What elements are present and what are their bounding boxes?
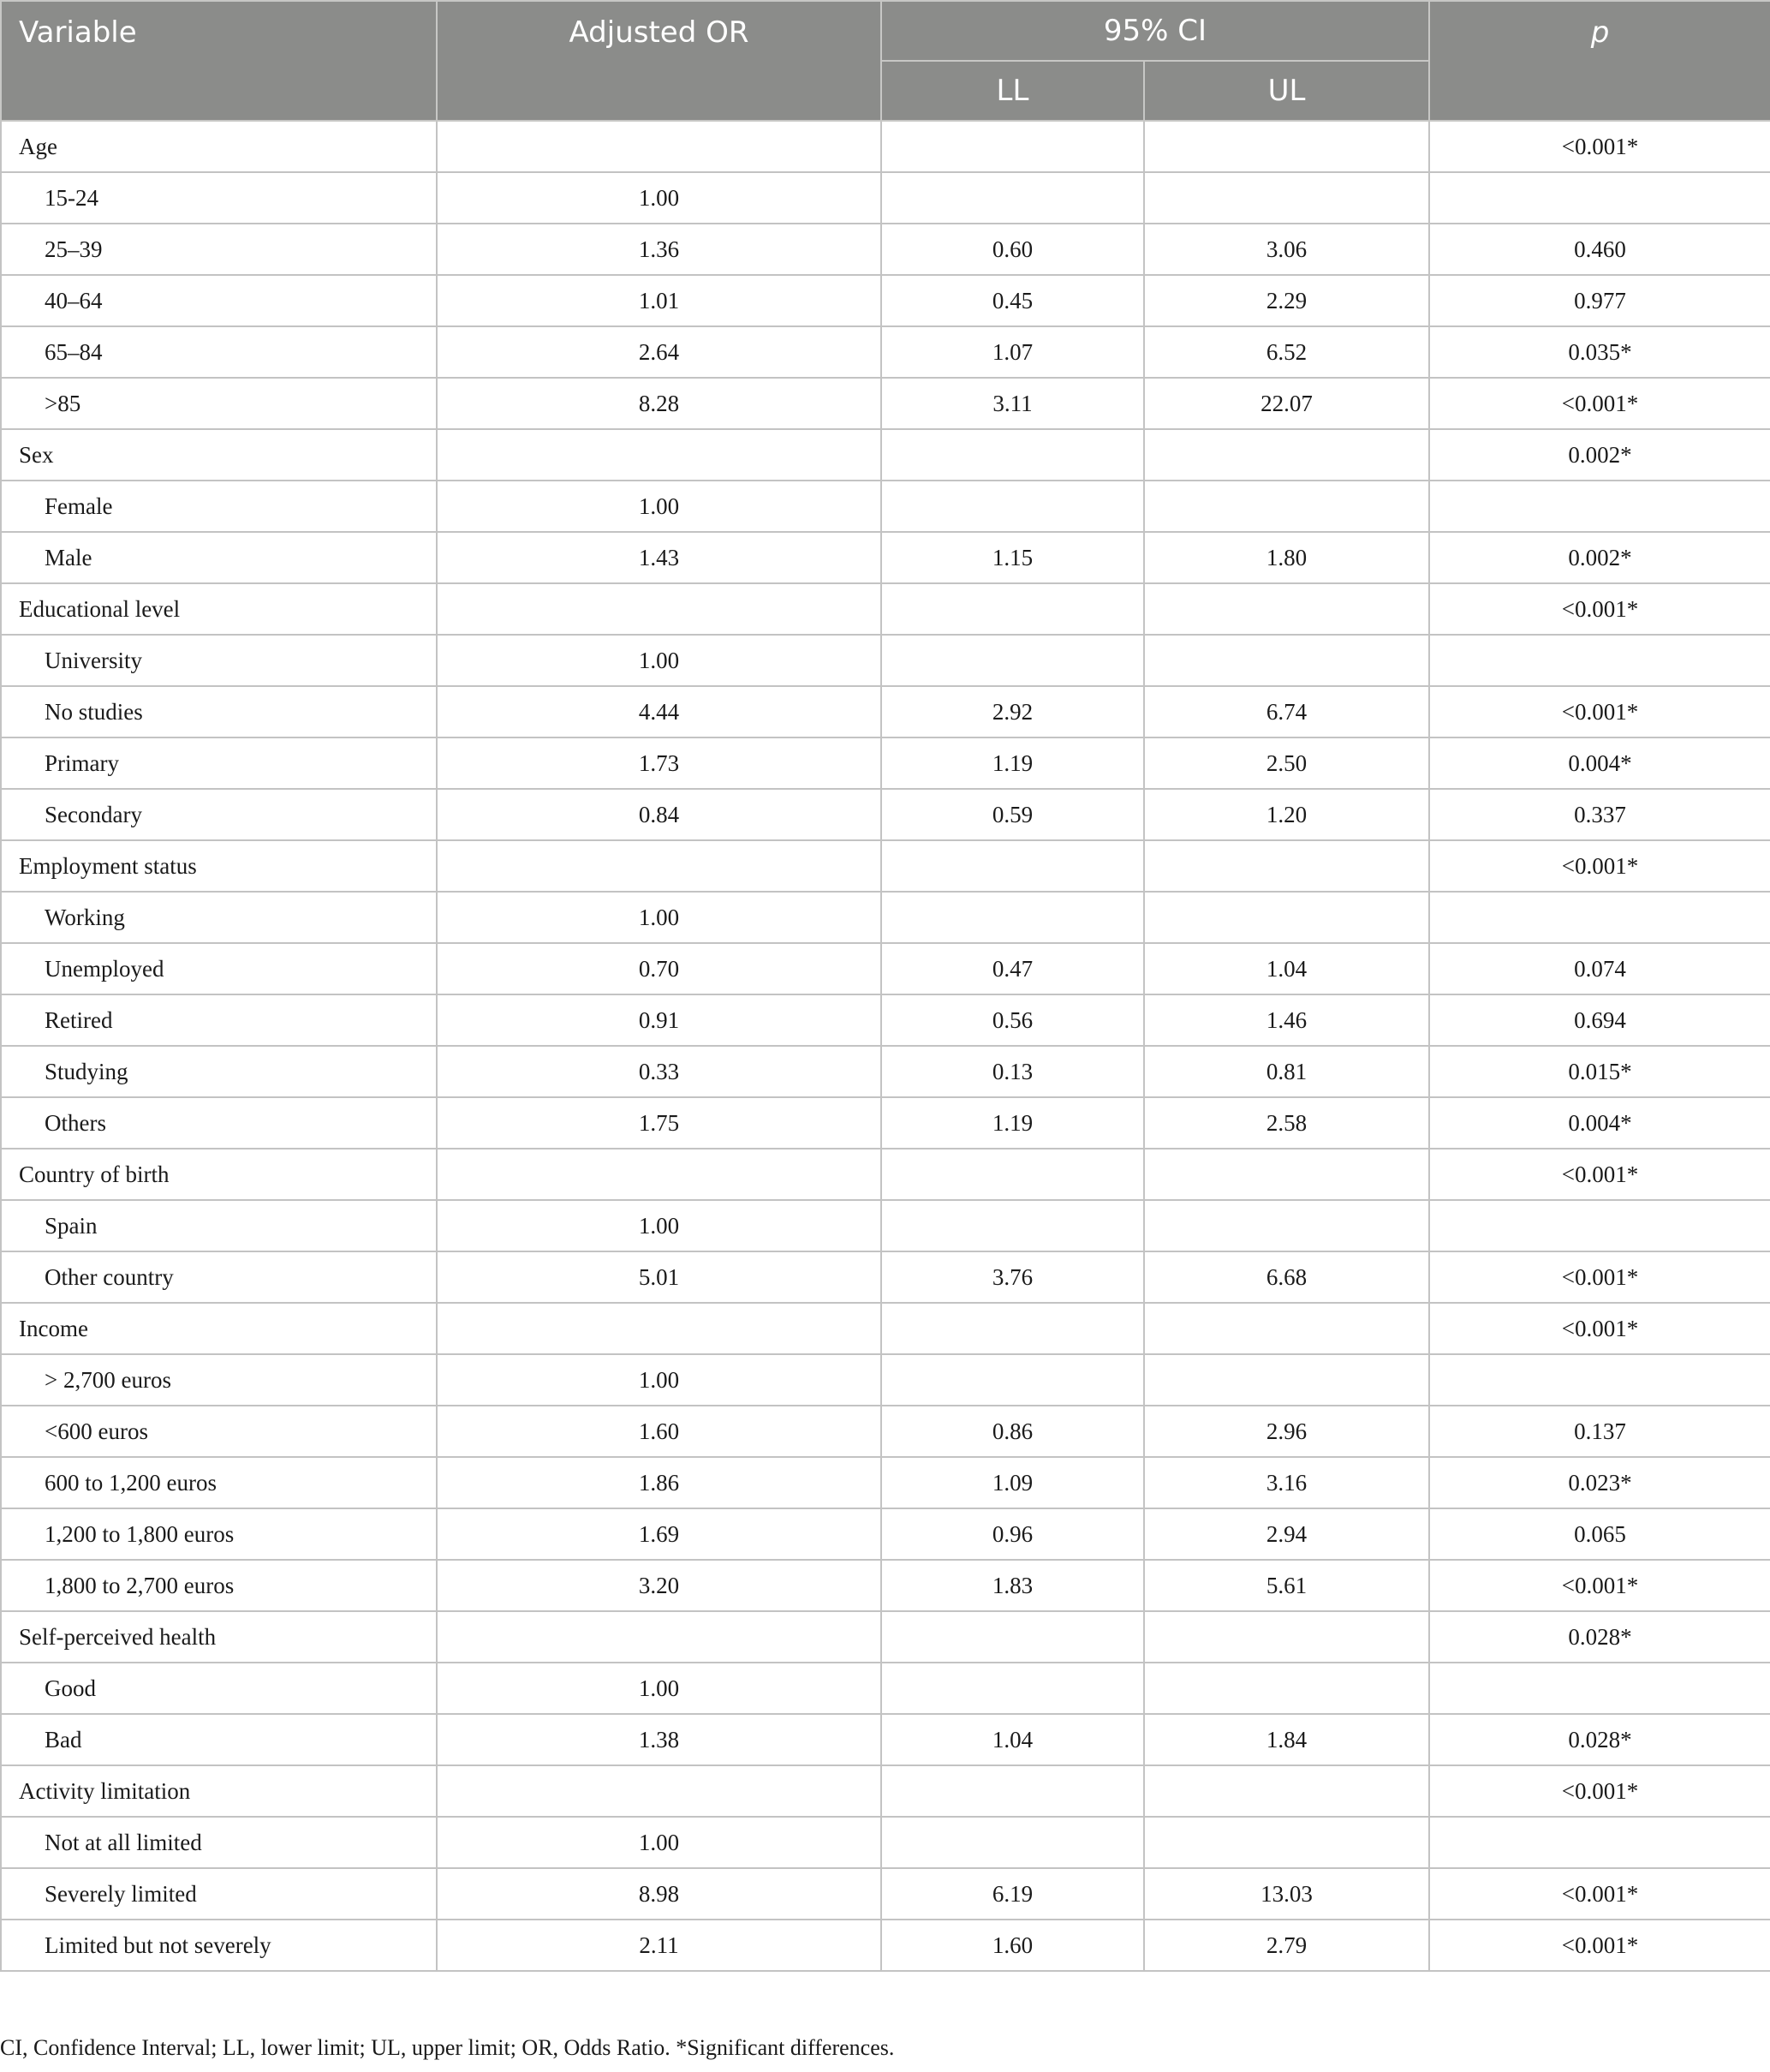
cell-ll	[881, 840, 1144, 892]
cell-ul: 2.94	[1144, 1508, 1429, 1560]
cell-adjusted-or: 1.60	[437, 1406, 881, 1457]
cell-variable: Sex	[1, 429, 437, 481]
cell-ll	[881, 635, 1144, 686]
cell-ll	[881, 121, 1144, 172]
table-row	[1, 275, 1770, 326]
cell-ul	[1144, 1817, 1429, 1868]
cell-ll: 0.45	[881, 275, 1144, 326]
cell-p: 0.065	[1429, 1508, 1770, 1560]
cell-ll: 1.15	[881, 532, 1144, 583]
cell-ll: 1.60	[881, 1920, 1144, 1971]
cell-adjusted-or	[437, 583, 881, 635]
cell-p: 0.977	[1429, 275, 1770, 326]
cell-ul	[1144, 1611, 1429, 1663]
cell-ll: 1.04	[881, 1714, 1144, 1765]
cell-ul: 6.74	[1144, 686, 1429, 737]
cell-adjusted-or	[437, 429, 881, 481]
cell-ul	[1144, 1354, 1429, 1406]
table-row	[1, 635, 1770, 686]
cell-p	[1429, 1817, 1770, 1868]
cell-variable: Employment status	[1, 840, 437, 892]
cell-ul: 1.46	[1144, 994, 1429, 1046]
cell-variable: Studying	[1, 1046, 437, 1097]
cell-adjusted-or	[437, 840, 881, 892]
cell-adjusted-or: 1.00	[437, 172, 881, 224]
cell-adjusted-or: 8.98	[437, 1868, 881, 1920]
header-p: p	[1429, 1, 1770, 121]
cell-ul: 2.50	[1144, 737, 1429, 789]
cell-ll: 0.56	[881, 994, 1144, 1046]
cell-p: 0.015*	[1429, 1046, 1770, 1097]
cell-adjusted-or: 1.00	[437, 1817, 881, 1868]
cell-ul	[1144, 429, 1429, 481]
cell-adjusted-or: 4.44	[437, 686, 881, 737]
cell-ul	[1144, 1303, 1429, 1354]
cell-variable: Bad	[1, 1714, 437, 1765]
cell-p: <0.001*	[1429, 1251, 1770, 1303]
cell-variable: Other country	[1, 1251, 437, 1303]
cell-variable: 1,800 to 2,700 euros	[1, 1560, 437, 1611]
cell-p: 0.004*	[1429, 737, 1770, 789]
cell-adjusted-or: 2.11	[437, 1920, 881, 1971]
table-group-row	[1, 429, 1770, 481]
cell-ul: 2.96	[1144, 1406, 1429, 1457]
cell-p: <0.001*	[1429, 686, 1770, 737]
table-row	[1, 378, 1770, 429]
cell-p	[1429, 1663, 1770, 1714]
cell-variable: 25–39	[1, 224, 437, 275]
cell-ul	[1144, 892, 1429, 943]
cell-ll	[881, 1765, 1144, 1817]
header-variable: Variable	[1, 1, 437, 121]
cell-adjusted-or: 0.70	[437, 943, 881, 994]
cell-ll: 1.83	[881, 1560, 1144, 1611]
cell-p: <0.001*	[1429, 1560, 1770, 1611]
table-group-row	[1, 1765, 1770, 1817]
cell-ul: 1.04	[1144, 943, 1429, 994]
cell-variable: Others	[1, 1097, 437, 1149]
cell-ll	[881, 172, 1144, 224]
cell-variable: Income	[1, 1303, 437, 1354]
table-row	[1, 1508, 1770, 1560]
table-group-row	[1, 583, 1770, 635]
cell-variable: Female	[1, 481, 437, 532]
header-adjusted-or: Adjusted OR	[437, 1, 881, 121]
cell-p: 0.035*	[1429, 326, 1770, 378]
table-footnote: CI, Confidence Interval; LL, lower limit; UL, upper limit; OR, Odds Ratio. *Significant differences.	[0, 2035, 895, 2060]
cell-ll	[881, 1611, 1144, 1663]
table-row	[1, 1097, 1770, 1149]
cell-adjusted-or: 1.00	[437, 1200, 881, 1251]
cell-ll	[881, 429, 1144, 481]
cell-variable: No studies	[1, 686, 437, 737]
cell-adjusted-or: 5.01	[437, 1251, 881, 1303]
cell-ll: 0.13	[881, 1046, 1144, 1097]
cell-variable: >85	[1, 378, 437, 429]
cell-variable: Limited but not severely	[1, 1920, 437, 1971]
cell-ll: 3.11	[881, 378, 1144, 429]
cell-ll: 0.59	[881, 789, 1144, 840]
table-row	[1, 1560, 1770, 1611]
cell-ll: 0.47	[881, 943, 1144, 994]
cell-ul: 3.06	[1144, 224, 1429, 275]
cell-p: <0.001*	[1429, 121, 1770, 172]
cell-variable: Spain	[1, 1200, 437, 1251]
cell-p	[1429, 892, 1770, 943]
cell-ul: 1.80	[1144, 532, 1429, 583]
cell-p: 0.460	[1429, 224, 1770, 275]
cell-ul	[1144, 481, 1429, 532]
table-row	[1, 1200, 1770, 1251]
cell-ll	[881, 892, 1144, 943]
cell-ul: 1.20	[1144, 789, 1429, 840]
table-header	[1, 1, 1770, 121]
cell-variable: Educational level	[1, 583, 437, 635]
cell-variable: Good	[1, 1663, 437, 1714]
table-row	[1, 789, 1770, 840]
cell-ll	[881, 1303, 1144, 1354]
cell-adjusted-or: 1.00	[437, 635, 881, 686]
cell-p	[1429, 635, 1770, 686]
cell-variable: <600 euros	[1, 1406, 437, 1457]
cell-ul: 2.79	[1144, 1920, 1429, 1971]
cell-ll	[881, 1817, 1144, 1868]
cell-p: <0.001*	[1429, 1920, 1770, 1971]
cell-p: 0.337	[1429, 789, 1770, 840]
cell-ul: 13.03	[1144, 1868, 1429, 1920]
cell-p: <0.001*	[1429, 583, 1770, 635]
cell-p: <0.001*	[1429, 840, 1770, 892]
cell-p: <0.001*	[1429, 378, 1770, 429]
cell-ul: 5.61	[1144, 1560, 1429, 1611]
cell-adjusted-or: 1.01	[437, 275, 881, 326]
table-row	[1, 686, 1770, 737]
cell-ll	[881, 583, 1144, 635]
cell-ul: 3.16	[1144, 1457, 1429, 1508]
table-row	[1, 1046, 1770, 1097]
cell-adjusted-or: 1.86	[437, 1457, 881, 1508]
header-ll: LL	[881, 61, 1144, 121]
cell-adjusted-or: 1.00	[437, 481, 881, 532]
table-group-row	[1, 1149, 1770, 1200]
cell-ul	[1144, 1149, 1429, 1200]
cell-ll: 6.19	[881, 1868, 1144, 1920]
cell-variable: 15-24	[1, 172, 437, 224]
cell-ll: 3.76	[881, 1251, 1144, 1303]
cell-ul: 6.68	[1144, 1251, 1429, 1303]
table-row	[1, 481, 1770, 532]
cell-ul	[1144, 1765, 1429, 1817]
table-row	[1, 892, 1770, 943]
cell-ul	[1144, 172, 1429, 224]
cell-ll	[881, 1149, 1144, 1200]
cell-adjusted-or	[437, 1303, 881, 1354]
cell-p: <0.001*	[1429, 1149, 1770, 1200]
table-row	[1, 1714, 1770, 1765]
cell-variable: Retired	[1, 994, 437, 1046]
table-group-row	[1, 121, 1770, 172]
cell-p: <0.001*	[1429, 1303, 1770, 1354]
cell-p	[1429, 172, 1770, 224]
cell-variable: Secondary	[1, 789, 437, 840]
table-row	[1, 1817, 1770, 1868]
cell-adjusted-or: 1.00	[437, 1663, 881, 1714]
cell-adjusted-or: 1.69	[437, 1508, 881, 1560]
cell-p: 0.028*	[1429, 1611, 1770, 1663]
table-group-row	[1, 840, 1770, 892]
cell-adjusted-or: 3.20	[437, 1560, 881, 1611]
cell-ll: 2.92	[881, 686, 1144, 737]
cell-ll: 0.86	[881, 1406, 1144, 1457]
table-row	[1, 1406, 1770, 1457]
cell-variable: Not at all limited	[1, 1817, 437, 1868]
table-row	[1, 943, 1770, 994]
cell-variable: University	[1, 635, 437, 686]
cell-variable: Activity limitation	[1, 1765, 437, 1817]
cell-variable: Country of birth	[1, 1149, 437, 1200]
cell-p: 0.694	[1429, 994, 1770, 1046]
cell-adjusted-or	[437, 121, 881, 172]
cell-ll	[881, 1200, 1144, 1251]
cell-ll: 1.19	[881, 1097, 1144, 1149]
cell-adjusted-or: 1.00	[437, 1354, 881, 1406]
cell-adjusted-or: 2.64	[437, 326, 881, 378]
cell-variable: Self-perceived health	[1, 1611, 437, 1663]
cell-p: 0.137	[1429, 1406, 1770, 1457]
cell-p: 0.023*	[1429, 1457, 1770, 1508]
cell-ul	[1144, 121, 1429, 172]
cell-ul: 2.29	[1144, 275, 1429, 326]
cell-variable: Primary	[1, 737, 437, 789]
cell-variable: Severely limited	[1, 1868, 437, 1920]
cell-ul	[1144, 1200, 1429, 1251]
cell-ul: 2.58	[1144, 1097, 1429, 1149]
cell-ll: 0.96	[881, 1508, 1144, 1560]
cell-adjusted-or: 1.43	[437, 532, 881, 583]
cell-variable: Male	[1, 532, 437, 583]
cell-variable: 1,200 to 1,800 euros	[1, 1508, 437, 1560]
cell-ul	[1144, 1663, 1429, 1714]
cell-ul: 6.52	[1144, 326, 1429, 378]
cell-ul	[1144, 583, 1429, 635]
cell-p: 0.002*	[1429, 532, 1770, 583]
cell-p: 0.074	[1429, 943, 1770, 994]
table-row	[1, 1920, 1770, 1971]
cell-p	[1429, 481, 1770, 532]
cell-ul	[1144, 840, 1429, 892]
header-ul: UL	[1144, 61, 1429, 121]
table-row	[1, 1868, 1770, 1920]
table-row	[1, 994, 1770, 1046]
cell-ll: 1.07	[881, 326, 1144, 378]
table-row	[1, 1354, 1770, 1406]
cell-variable: 600 to 1,200 euros	[1, 1457, 437, 1508]
cell-adjusted-or	[437, 1149, 881, 1200]
cell-ul: 0.81	[1144, 1046, 1429, 1097]
table-row	[1, 1457, 1770, 1508]
cell-ll	[881, 1354, 1144, 1406]
cell-adjusted-or: 0.84	[437, 789, 881, 840]
cell-p	[1429, 1200, 1770, 1251]
cell-p: <0.001*	[1429, 1765, 1770, 1817]
table-row	[1, 532, 1770, 583]
cell-ul	[1144, 635, 1429, 686]
table-row	[1, 172, 1770, 224]
table-group-row	[1, 1303, 1770, 1354]
cell-adjusted-or	[437, 1765, 881, 1817]
cell-p: 0.002*	[1429, 429, 1770, 481]
table-group-row	[1, 1611, 1770, 1663]
table-row	[1, 224, 1770, 275]
table-body	[1, 121, 1770, 1971]
cell-variable: 65–84	[1, 326, 437, 378]
cell-p: 0.028*	[1429, 1714, 1770, 1765]
cell-variable: > 2,700 euros	[1, 1354, 437, 1406]
cell-ll	[881, 481, 1144, 532]
cell-variable: 40–64	[1, 275, 437, 326]
cell-p	[1429, 1354, 1770, 1406]
cell-adjusted-or: 1.75	[437, 1097, 881, 1149]
cell-adjusted-or: 1.00	[437, 892, 881, 943]
cell-ul: 22.07	[1144, 378, 1429, 429]
cell-adjusted-or: 0.91	[437, 994, 881, 1046]
cell-adjusted-or: 1.36	[437, 224, 881, 275]
cell-variable: Unemployed	[1, 943, 437, 994]
table-row	[1, 326, 1770, 378]
cell-variable: Working	[1, 892, 437, 943]
cell-ll: 1.19	[881, 737, 1144, 789]
cell-adjusted-or: 1.38	[437, 1714, 881, 1765]
cell-p: <0.001*	[1429, 1868, 1770, 1920]
header-ci: 95% CI	[881, 1, 1429, 61]
cell-variable: Age	[1, 121, 437, 172]
cell-adjusted-or: 8.28	[437, 378, 881, 429]
cell-p: 0.004*	[1429, 1097, 1770, 1149]
cell-ll: 1.09	[881, 1457, 1144, 1508]
cell-adjusted-or: 1.73	[437, 737, 881, 789]
cell-ll	[881, 1663, 1144, 1714]
table-row	[1, 1251, 1770, 1303]
table-row	[1, 737, 1770, 789]
cell-adjusted-or: 0.33	[437, 1046, 881, 1097]
cell-adjusted-or	[437, 1611, 881, 1663]
cell-ll: 0.60	[881, 224, 1144, 275]
cell-ul: 1.84	[1144, 1714, 1429, 1765]
table-row	[1, 1663, 1770, 1714]
